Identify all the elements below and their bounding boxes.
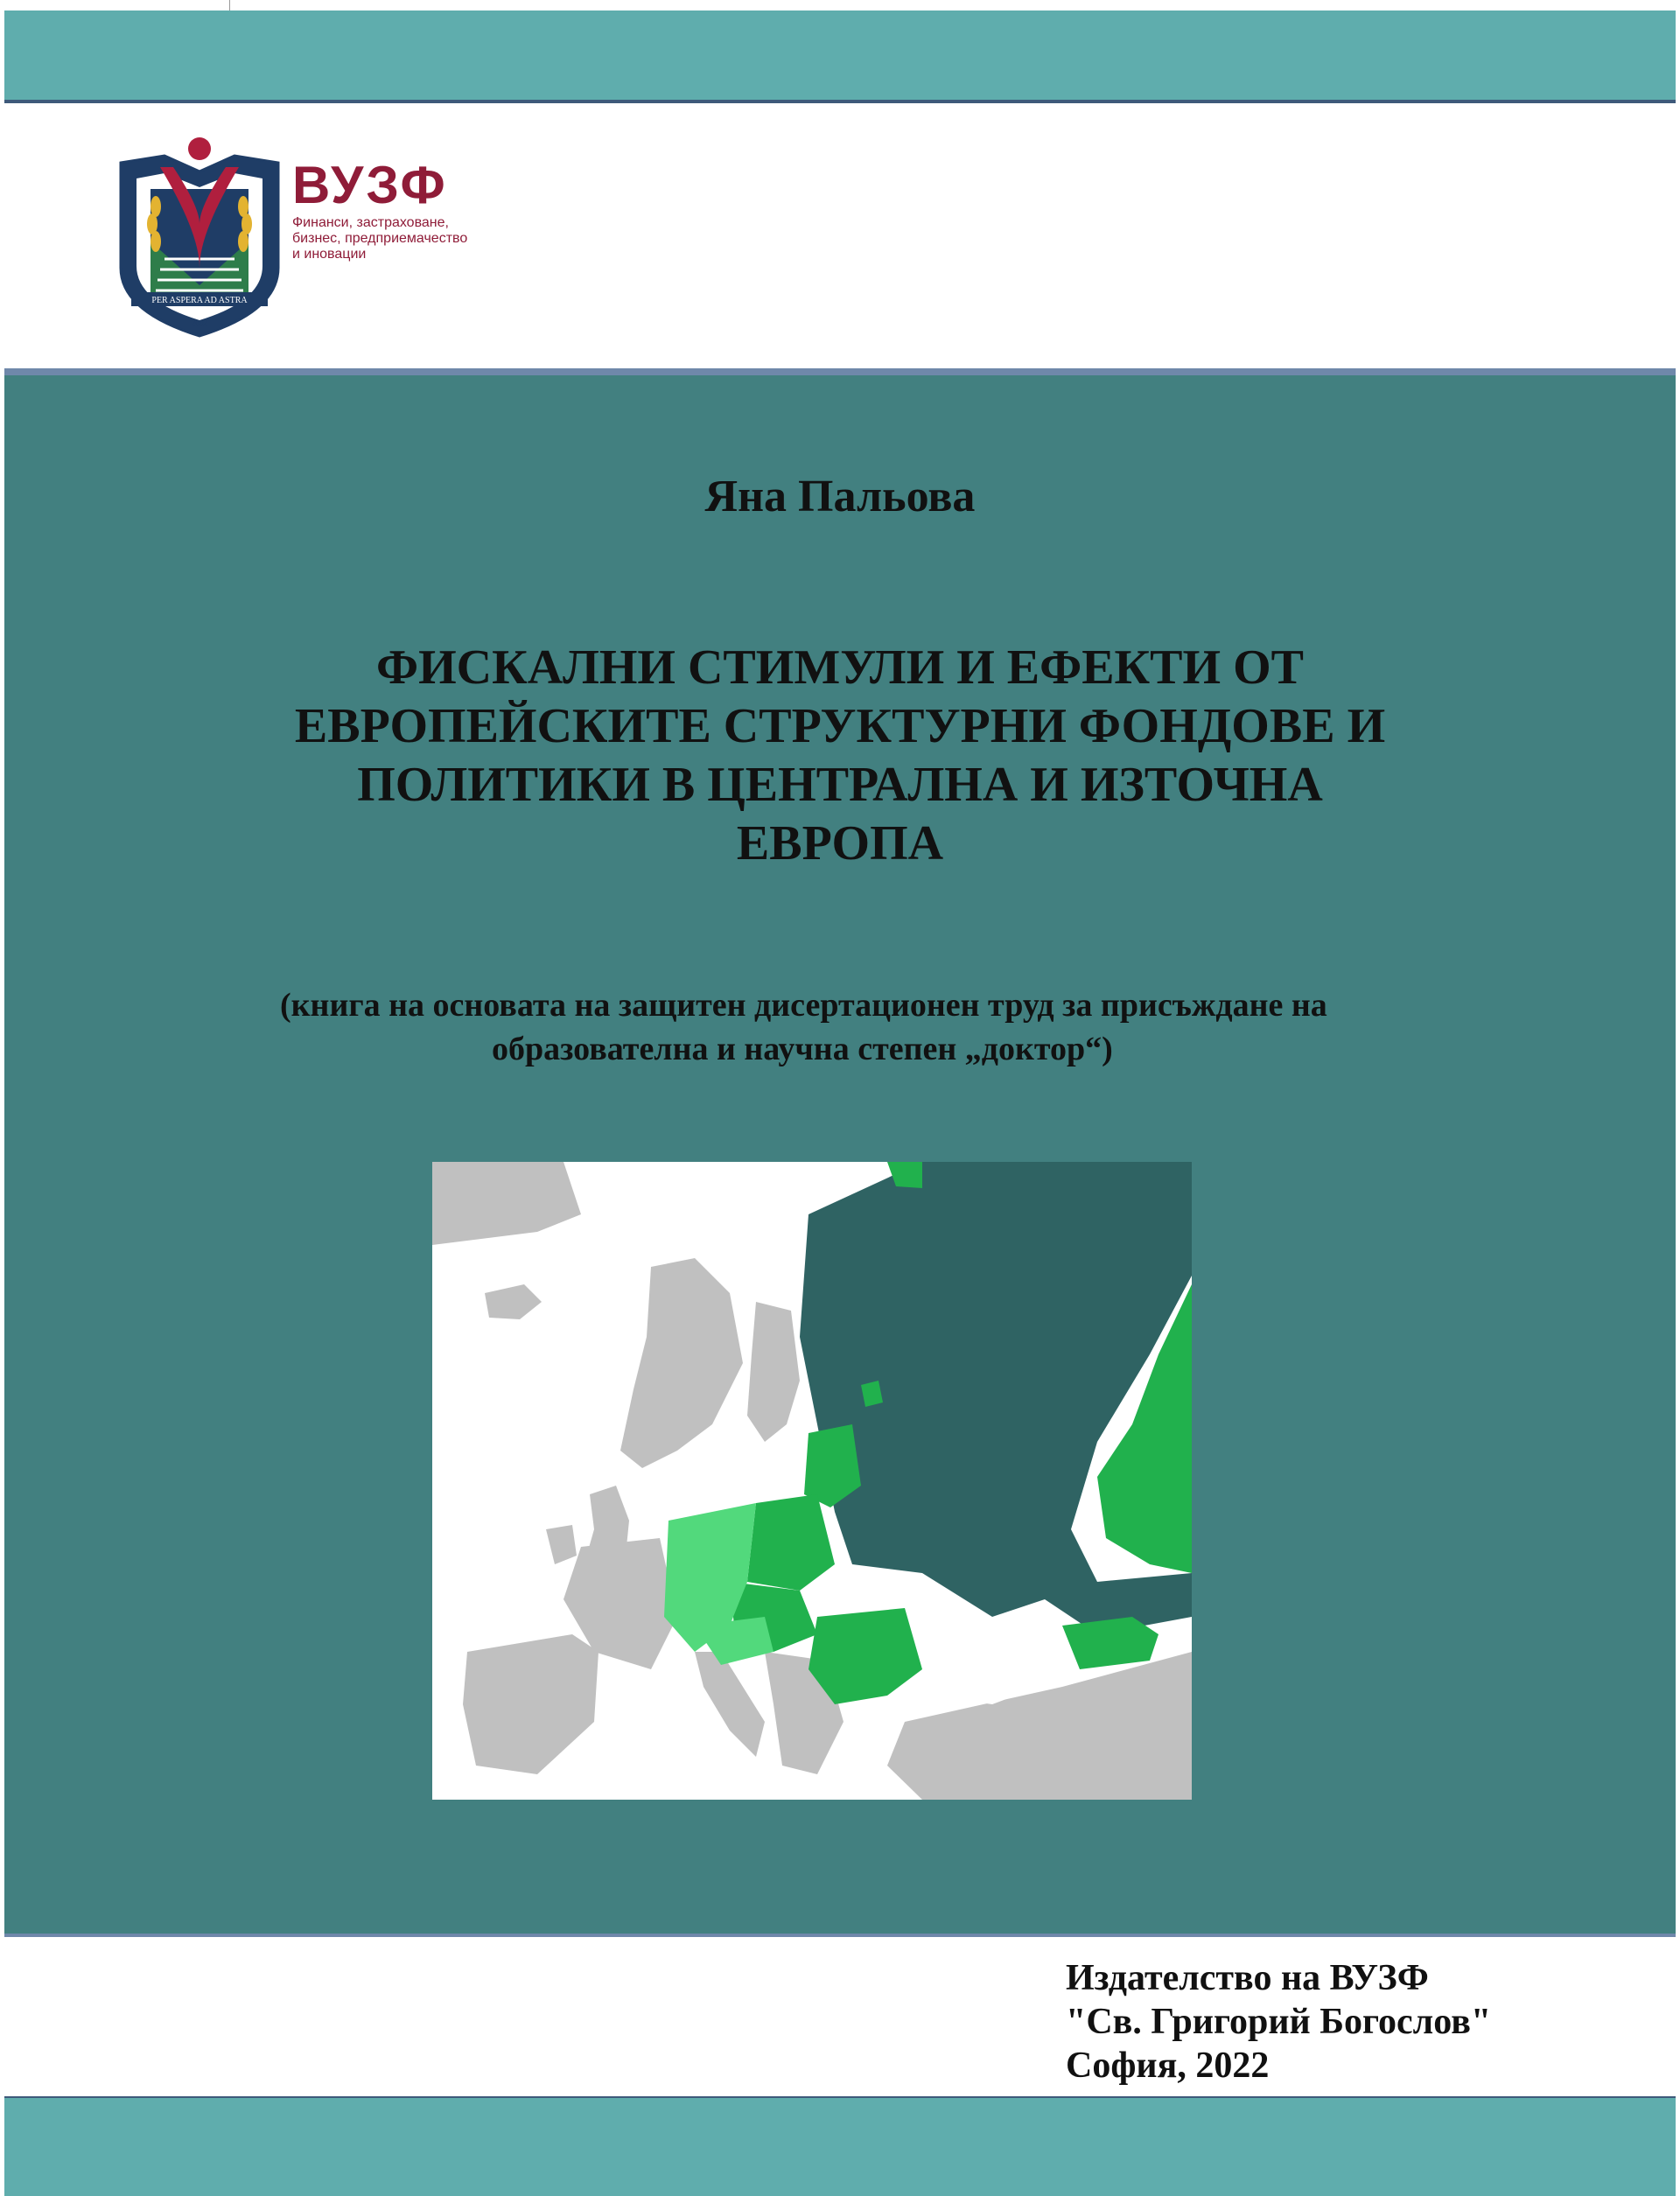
title-line: ПОЛИТИКИ В ЦЕНТРАЛНА И ИЗТОЧНА [357, 758, 1323, 812]
europe-map-image [432, 1162, 1192, 1800]
top-band [4, 10, 1676, 101]
vuzf-crest-icon [112, 136, 287, 338]
author-name: Яна Пальова [704, 472, 976, 521]
panel-bottom-rule [4, 1934, 1676, 1937]
logo-tagline [292, 215, 467, 262]
book-title [219, 639, 1461, 873]
publisher-line: "Св. Григорий Богослов" [1066, 2002, 1492, 2042]
logo-brand-name: ВУЗФ [292, 156, 448, 214]
title-line: ФИСКАЛНИ СТИМУЛИ И ЕФЕКТИ ОТ [376, 640, 1304, 695]
logo-tagline-line: и иновации [292, 247, 367, 262]
vuzf-logo [112, 136, 514, 338]
publisher-line: София, 2022 [1066, 2046, 1270, 2086]
logo-tagline-line: Финанси, застраховане, [292, 215, 449, 230]
title-line: ЕВРОПЕЙСКИТЕ СТРУКТУРНИ ФОНДОВЕ И [294, 699, 1386, 753]
publisher-line: Издателство на ВУЗФ [1066, 1958, 1429, 1998]
svg-text:2002: 2002 [192, 318, 207, 327]
bottom-band [4, 2098, 1676, 2196]
svg-text:PER ASPERA AD ASTRA: PER ASPERA AD ASTRA [151, 296, 248, 305]
top-rule [4, 100, 1676, 103]
page-tick-mark [229, 0, 230, 10]
publisher-info [1066, 1956, 1491, 2088]
panel-top-rule [4, 368, 1676, 375]
logo-tagline-line: бизнес, предприемачество [292, 231, 468, 246]
title-line: ЕВРОПА [736, 816, 944, 871]
subtitle-line: образователна и научна степен „доктор“) [492, 1031, 1113, 1067]
subtitle-line: (книга на основата на защитен дисертационен труд за присъждане на [280, 987, 1327, 1024]
